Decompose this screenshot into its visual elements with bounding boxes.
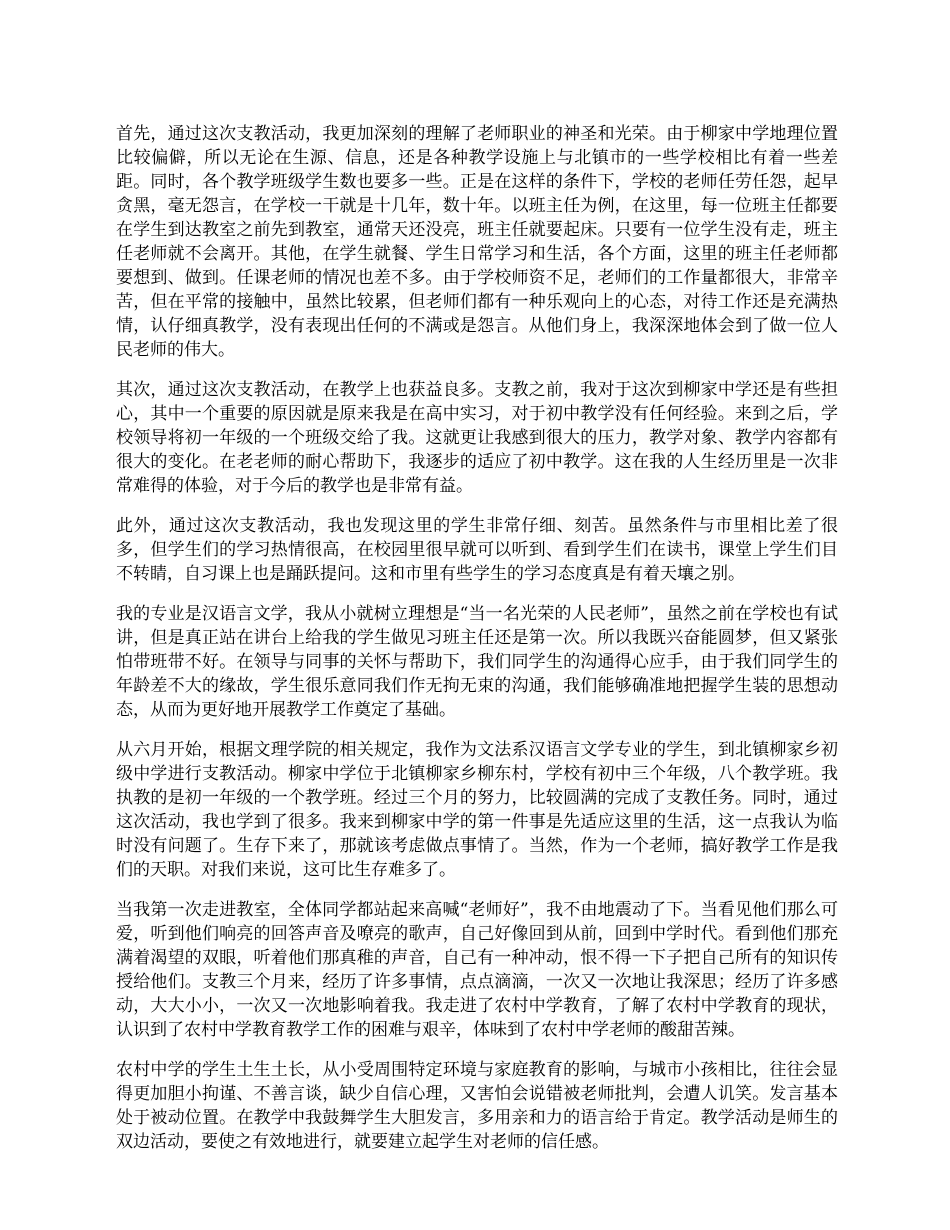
paragraph-1: 首先，通过这次支教活动，我更加深刻的理解了老师职业的神圣和光荣。由于柳家中学地理位置比较偏僻，所以无论在生源、信息，还是各种教学设施上与北镇市的一些学校相比有着一些差距。同时，各个教学班级学生数也要多一些。正是在这样的条件下，学校的老师任劳任怨，起早贪黑，毫无怨言，在学校一干就是十几年，数十年。以班主任为例，在这里，每一位班主任都要在学生到达教室之前先到教室，通常天还没亮，班主任就要起床。只要有一位学生没有走，班主任老师就不会离开。其他，在学生就餐、学生日常学习和生活，各个方面，这里的班主任老师都要想到、做到。任课老师的情况也差不多。由于学校师资不足，老师们的工作量都很大，非常辛苦，但在平常的接触中，虽然比较累，但老师们都有一种乐观向上的心态，对待工作还是充满热情，认仔细真教学，没有表现出任何的不满或是怨言。从他们身上，我深深地体会到了做一位人民老师的伟大。 [116, 124, 838, 360]
paragraph-2: 其次，通过这次支教活动，在教学上也获益良多。支教之前，我对于这次到柳家中学还是有些担心，其中一个重要的原因就是原来我是在高中实习，对于初中教学没有任何经验。来到之后，学校领导将初一年级的一个班级交给了我。这就更让我感到很大的压力，教学对象、教学内容都有很大的变化。在老老师的耐心帮助下，我逐步的适应了初中教学。这在我的人生经历里是一次非常难得的体验，对于今后的教学也是非常有益。 [116, 380, 838, 496]
paragraph-3: 此外，通过这次支教活动，我也发现这里的学生非常仔细、刻苦。虽然条件与市里相比差了很多，但学生们的学习热情很高，在校园里很早就可以听到、看到学生们在读书，课堂上学生们目不转睛，自习课上也是踊跃提问。这和市里有些学生的学习态度真是有着天壤之别。 [116, 516, 838, 584]
paragraph-7: 农村中学的学生土生土长，从小受周围特定环境与家庭教育的影响，与城市小孩相比，往往会显得更加胆小拘谨、不善言谈，缺少自信心理，又害怕会说错被老师批判，会遭人讥笑。发言基本处于被动位置。在教学中我鼓舞学生大胆发言，多用亲和力的语言给于肯定。教学活动是师生的双边活动，要使之有效地进行，就要建立起学生对老师的信任感。 [116, 1060, 838, 1152]
paragraph-4: 我的专业是汉语言文学，我从小就树立理想是“当一名光荣的人民老师”，虽然之前在学校也有试讲，但是真正站在讲台上给我的学生做见习班主任还是第一次。所以我既兴奋能圆梦，但又紧张怕带班带不好。在领导与同事的关怀与帮助下，我们同学生的沟通得心应手，由于我们同学生的年龄差不大的缘故，学生很乐意同我们作无拘无束的沟通，我们能够确准地把握学生装的思想动态，从而为更好地开展教学工作奠定了基础。 [116, 604, 838, 720]
paragraph-5: 从六月开始，根据文理学院的相关规定，我作为文法系汉语言文学专业的学生，到北镇柳家乡初级中学进行支教活动。柳家中学位于北镇柳家乡柳东村，学校有初中三个年级，八个教学班。我执教的是初一年级的一个教学班。经过三个月的努力，比较圆满的完成了支教任务。同时，通过这次活动，我也学到了很多。我来到柳家中学的第一件事是先适应这里的生活，这一点我认为临时没有问题了。生存下来了，那就该考虑做点事情了。当然，作为一个老师，搞好教学工作是我们的天职。对我们来说，这可比生存难多了。 [116, 740, 838, 880]
document-body [116, 122, 838, 1170]
paragraph-6: 当我第一次走进教室，全体同学都站起来高喊“老师好”，我不由地震动了下。当看见他们那么可爱，听到他们响亮的回答声音及嘹亮的歌声，自己好像回到从前，回到中学时代。看到他们那充满着渴望的双眼，听着他们那真稚的声音，自己有一种冲动，恨不得一下子把自己所有的知识传授给他们。支教三个月来，经历了许多事情，点点滴滴，一次又一次地让我深思；经历了许多感动，大大小小，一次又一次地影响着我。我走进了农村中学教育，了解了农村中学教育的现状，认识到了农村中学教育教学工作的困难与艰辛，体味到了农村中学老师的酸甜苦辣。 [116, 900, 838, 1040]
